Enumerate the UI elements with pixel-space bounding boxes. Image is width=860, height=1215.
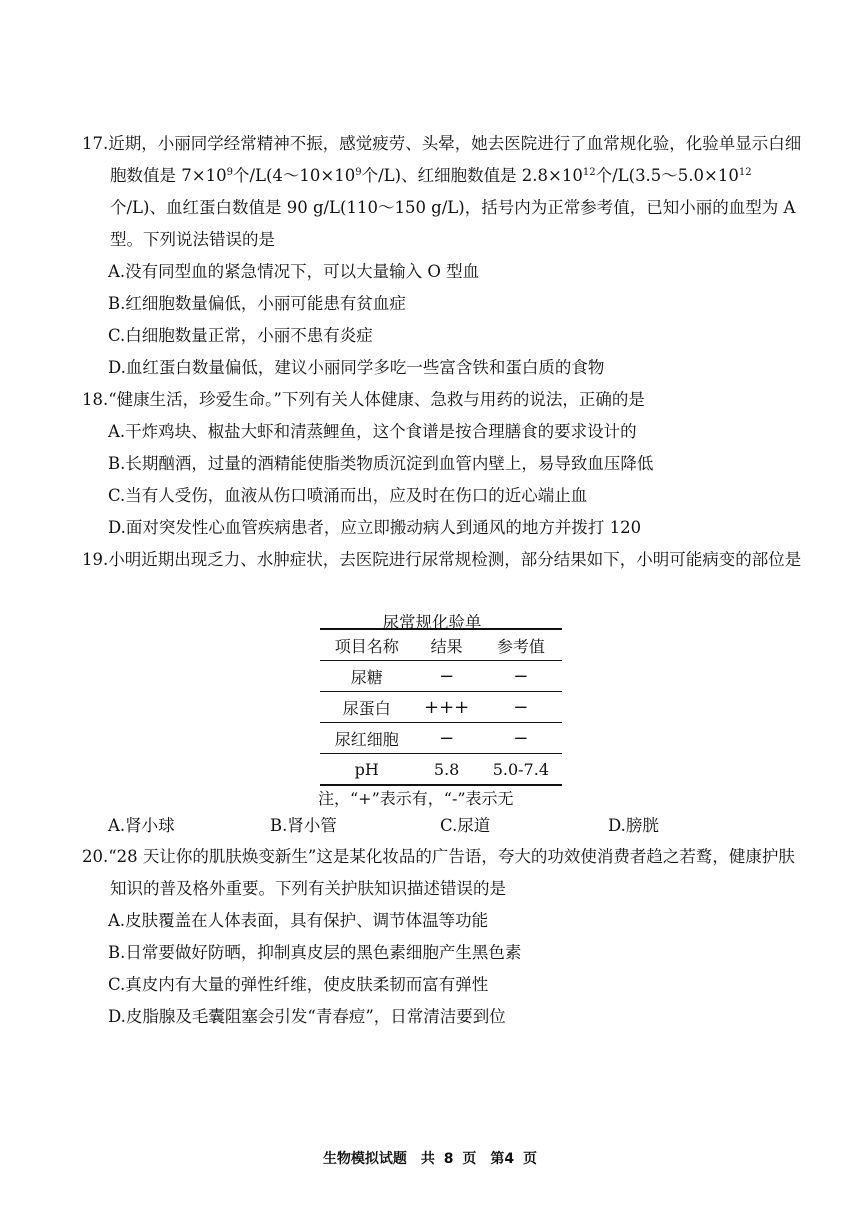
table-cell: 尿红细胞: [320, 723, 414, 754]
table-row: [320, 661, 562, 692]
table-header: 结果: [414, 629, 480, 661]
table-cell: −: [414, 661, 480, 692]
table-cell: −: [414, 723, 480, 754]
option-19c: C.尿道: [440, 816, 491, 835]
option-20a: A.皮肤覆盖在人体表面，具有保护、调节体温等功能: [108, 911, 489, 930]
table-cell: −: [480, 723, 562, 754]
q17-sup: 9: [355, 167, 362, 178]
option-19b: B.肾小管: [270, 816, 337, 835]
table-cell: 尿蛋白: [320, 692, 414, 723]
table-cell: −: [480, 661, 562, 692]
table-cell: −: [480, 692, 562, 723]
q17-stem-part: 个/L(3.5～5.0×10: [595, 166, 739, 185]
option-17d: D.血红蛋白数量偏低，建议小丽同学多吃一些富含铁和蛋白质的食物: [108, 358, 605, 377]
option-18b: B.长期酗酒，过量的酒精能使脂类物质沉淀到血管内壁上，易导致血压降低: [108, 454, 654, 473]
question-17-stem: [82, 128, 802, 256]
q17-stem-part: 个/L)、血红蛋白数值是 90 g/L(110～150 g/L)，括号内为正常参考值，已知小丽的血型为 A 型。下列说法错误的是: [110, 198, 796, 249]
question-20-stem: 20.“28 天让你的肌肤焕变新生”这是某化妆品的广告语，夸大的功效使消费者趋之若鹜，健康护肤知识的普及格外重要。下列有关护肤知识描述错误的是: [82, 847, 795, 898]
table-cell: +++: [414, 692, 480, 723]
option-17a: A.没有同型血的紧急情况下，可以大量输入 O 型血: [108, 262, 480, 281]
option-20b: B.日常要做好防晒，抑制真皮层的黑色素细胞产生黑色素: [108, 943, 522, 962]
urine-test-table: [320, 628, 562, 786]
option-20c: C.真皮内有大量的弹性纤维，使皮肤柔韧而富有弹性: [108, 975, 489, 994]
table-header-row: [320, 629, 562, 661]
question-19-stem: 19.小明近期出现乏力、水肿症状，去医院进行尿常规检测，部分结果如下，小明可能病变的部位是: [82, 550, 802, 569]
table-row: [320, 754, 562, 786]
q17-sup: 12: [738, 167, 752, 178]
option-19d: D.膀胱: [608, 816, 659, 835]
option-17c: C.白细胞数量正常，小丽不患有炎症: [108, 326, 373, 345]
table-cell: pH: [320, 754, 414, 786]
option-18d: D.面对突发性心血管疾病患者，应立即搬动病人到通风的地方并拨打 120: [108, 518, 642, 537]
question-18: [82, 384, 802, 544]
question-19: [82, 544, 802, 576]
page-footer: 生物模拟试题 共 8 页 第4 页: [322, 1151, 538, 1167]
option-18a: A.干炸鸡块、椒盐大虾和清蒸鲤鱼，这个食谱是按合理膳食的要求设计的: [108, 422, 637, 441]
question-20: [82, 841, 802, 1033]
table-note: 注，“+”表示有，“-”表示无: [318, 789, 514, 808]
table-cell: 5.8: [414, 754, 480, 786]
q17-sup: 12: [582, 167, 596, 178]
option-18c: C.当有人受伤，血液从伤口喷涌而出，应及时在伤口的近心端止血: [108, 486, 588, 505]
q17-stem-part: 个/L)、红细胞数值是 2.8×10: [361, 166, 583, 185]
q17-sup: 9: [226, 167, 233, 178]
table-header: 项目名称: [320, 629, 414, 661]
table-title: 尿常规化验单: [382, 613, 482, 632]
option-17b: B.红细胞数量偏低，小丽可能患有贫血症: [108, 294, 406, 313]
question-18-stem: 18.“健康生活，珍爱生命。”下列有关人体健康、急救与用药的说法，正确的是: [82, 390, 645, 409]
option-19a: A.肾小球: [108, 816, 175, 835]
question-19-choices: [108, 812, 728, 842]
table-header: 参考值: [480, 629, 562, 661]
q17-stem-part: 17.近期，小丽同学经常精神不振，感觉疲劳、头晕，她去医院进行了血常规化验，化验单显示白细胞数值是 7×10: [82, 134, 802, 185]
question-17: [82, 128, 802, 384]
table-row: [320, 692, 562, 723]
option-20d: D.皮脂腺及毛囊阻塞会引发“青春痘”，日常清洁要到位: [108, 1007, 506, 1026]
table-row: [320, 723, 562, 754]
q17-stem-part: 个/L(4～10×10: [232, 166, 356, 185]
table-cell: 5.0-7.4: [480, 754, 562, 786]
table-cell: 尿糖: [320, 661, 414, 692]
